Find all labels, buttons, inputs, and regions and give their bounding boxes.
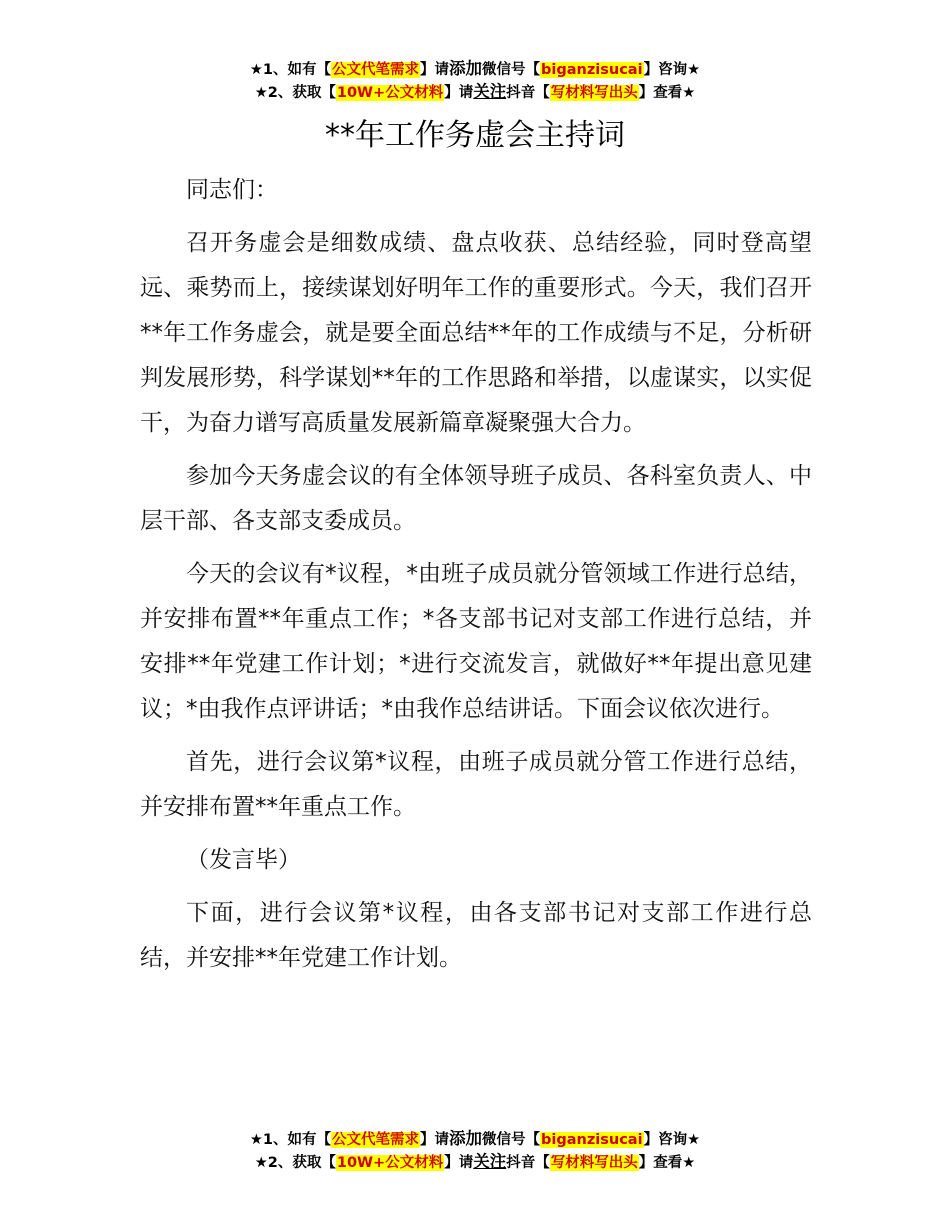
banner-line-2 — [0, 81, 950, 104]
stage-direction: （发言毕） — [186, 847, 301, 873]
banner-highlight-douyin: 写材料写出头 — [550, 1155, 638, 1171]
banner-text: 】请 — [420, 1132, 450, 1148]
greeting-paragraph: 同志们： — [186, 177, 278, 203]
banner-text: 】查看★ — [638, 85, 696, 101]
banner-text: 抖音【 — [506, 1155, 550, 1171]
footer-banner — [0, 1128, 950, 1174]
body-paragraph: 今天的会议有*议程，*由班子成员就分管领域工作进行总结，并安排布置**年重点工作；*各支部书记对支部工作进行总结，并安排**年党建工作计划；*进行交流发言，就做好**年提出意见建议；*由我作点评讲话；*由我作总结讲话。下面会议依次进行。 — [140, 561, 812, 722]
banner-emphasis: 添加 — [449, 59, 483, 78]
banner-text: ★1、如有【 — [249, 62, 332, 78]
banner-highlight-wechat: biganzisucai — [541, 1132, 643, 1148]
banner-highlight: 10W+公文材料 — [336, 1155, 444, 1171]
banner-text: 】请 — [444, 85, 474, 101]
document-title: **年工作务虚会主持词 — [325, 118, 625, 153]
banner-text: 】咨询★ — [643, 1132, 701, 1148]
header-banner — [0, 58, 950, 104]
banner-line-1 — [0, 1128, 950, 1151]
body-paragraph: 下面，进行会议第*议程，由各支部书记对支部工作进行总结，并安排**年党建工作计划。 — [140, 900, 812, 971]
banner-emphasis: 关注 — [473, 1152, 507, 1171]
banner-highlight: 公文代笔需求 — [332, 62, 420, 78]
banner-highlight: 10W+公文材料 — [336, 85, 444, 101]
banner-text: 微信号【 — [482, 1132, 541, 1148]
banner-line-2 — [0, 1151, 950, 1174]
banner-line-1 — [0, 58, 950, 81]
banner-emphasis: 添加 — [449, 1129, 483, 1148]
banner-text: 】查看★ — [638, 1155, 696, 1171]
document-body — [140, 168, 812, 989]
banner-text: 】咨询★ — [643, 62, 701, 78]
body-paragraph: 参加今天务虚会议的有全体领导班子成员、各科室负责人、中层干部、各支部支委成员。 — [140, 463, 812, 534]
body-paragraph: 召开务虚会是细数成绩、盘点收获、总结经验，同时登高望远、乘势而上，接续谋划好明年工作的重要形式。今天，我们召开**年工作务虚会，就是要全面总结**年的工作成绩与不足，分析研判发展形势，科学谋划**年的工作思路和举措，以虚谋实，以实促干，为奋力谱写高质量发展新篇章凝聚强大合力。 — [140, 230, 812, 436]
banner-emphasis: 关注 — [473, 82, 507, 101]
banner-highlight: 公文代笔需求 — [332, 1132, 420, 1148]
body-paragraph: 首先，进行会议第*议程，由班子成员就分管工作进行总结，并安排布置**年重点工作。 — [140, 749, 812, 820]
banner-text: ★2、获取【 — [254, 85, 336, 101]
banner-highlight-wechat: biganzisucai — [541, 62, 643, 78]
banner-text: 】请 — [444, 1155, 474, 1171]
banner-text: ★1、如有【 — [249, 1132, 332, 1148]
banner-text: 抖音【 — [506, 85, 550, 101]
banner-highlight-douyin: 写材料写出头 — [550, 85, 638, 101]
banner-text: 微信号【 — [482, 62, 541, 78]
banner-text: 】请 — [420, 62, 450, 78]
banner-text: ★2、获取【 — [254, 1155, 336, 1171]
